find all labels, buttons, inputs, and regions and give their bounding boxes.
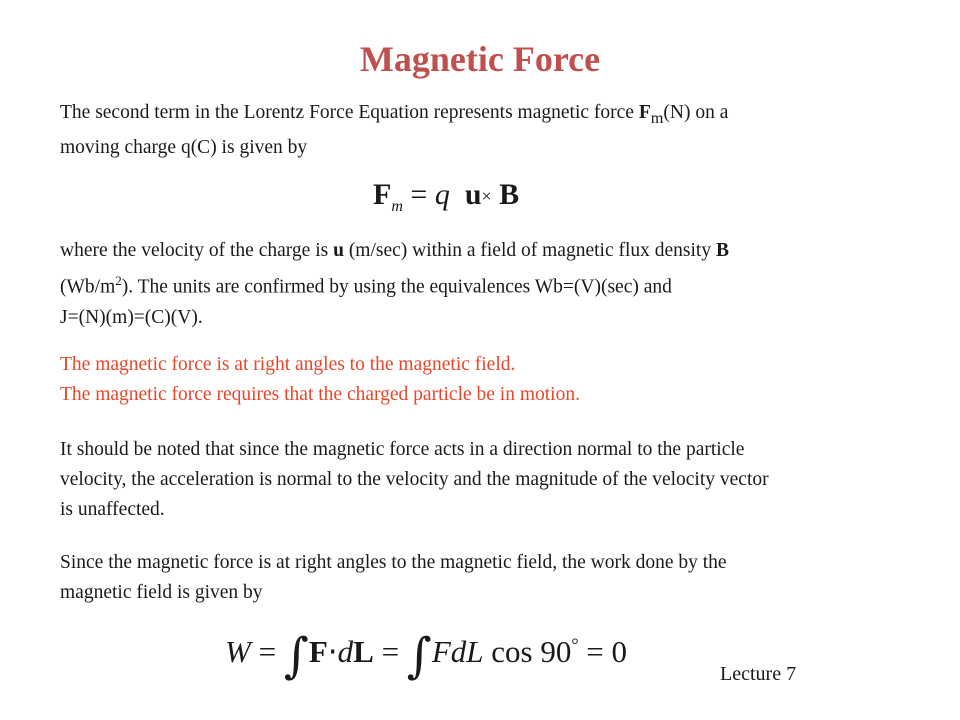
- work-paragraph: [60, 548, 910, 608]
- slide-title: Magnetic Force: [359, 39, 601, 79]
- lecture-label: Lecture 7: [720, 663, 797, 685]
- work-line-1: Since the magnetic force is at right angles to the magnetic field, the work done by the: [60, 552, 727, 573]
- work-line-2: magnetic field is given by: [60, 582, 263, 603]
- note-paragraph: [60, 435, 910, 525]
- intro-line-1: The second term in the Lorentz Force Equation represents magnetic force $F_m(N)$ on a: [60, 102, 729, 127]
- note-line-1: It should be noted that since the magnetic force acts in a direction normal to the particle: [60, 439, 745, 460]
- integral-symbol: ∫: [283, 628, 309, 684]
- work-equation: W = ∫F⋅dL = ∫FdL cos 90° = 0: [225, 628, 628, 684]
- where-line-1: where the velocity of the charge is u (m/sec) within a field of magnetic flux density B: [60, 240, 729, 261]
- where-line-2: $(Wb/m^2)$. The units are confirmed by using the equivalences Wb=(V)(sec) and: [60, 273, 672, 298]
- intro-line-2: moving charge q(C) is given by: [60, 136, 308, 158]
- note-line-3: is unaffected.: [60, 499, 165, 520]
- where-paragraph: [60, 236, 910, 333]
- highlight-paragraph: [60, 350, 910, 410]
- where-line-3: J=(N)(m)=(C)(V).: [60, 306, 203, 328]
- note-line-2: velocity, the acceleration is normal to the velocity and the magnitude of the velocity vector: [60, 469, 769, 490]
- integral-symbol: ∫: [406, 628, 432, 684]
- intro-paragraph: [60, 98, 910, 163]
- highlight-line-2: The magnetic force requires that the charged particle be in motion.: [60, 384, 580, 405]
- highlight-line-1: The magnetic force is at right angles to the magnetic field.: [60, 354, 516, 375]
- magnetic-force-equation: $F_m = q$ u× B: [373, 178, 520, 215]
